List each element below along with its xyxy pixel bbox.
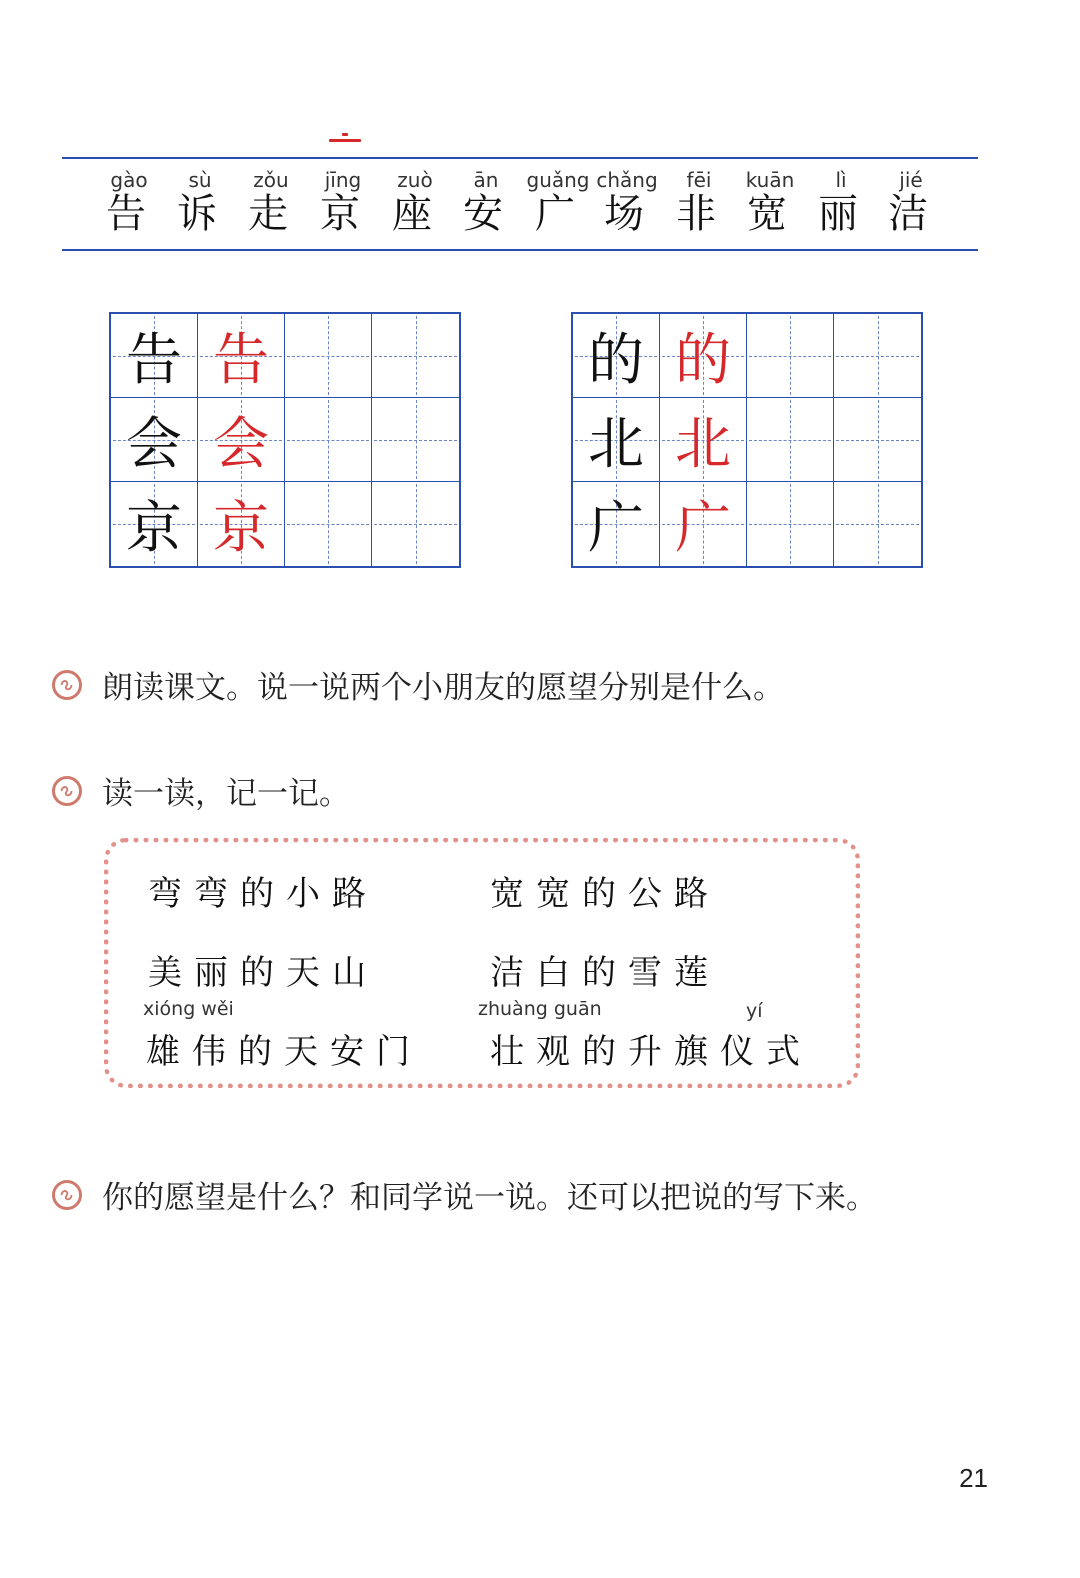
grid-cell-blank bbox=[372, 398, 459, 482]
model-char: 北 bbox=[588, 411, 644, 477]
phrase-pinyin: yí bbox=[746, 1000, 763, 1022]
grid-cell bbox=[198, 314, 285, 398]
phrase: 壮观的升旗仪式 bbox=[490, 1032, 812, 1072]
vocab-pinyin: fēi bbox=[686, 168, 712, 192]
vocab-pinyin: lì bbox=[835, 168, 847, 192]
grid-cell-blank bbox=[372, 482, 459, 566]
vocab-pinyin: ān bbox=[473, 168, 499, 192]
model-char: 告 bbox=[126, 327, 182, 393]
phrase: 洁白的雪莲 bbox=[490, 953, 720, 993]
vocab-hanzi: 座 bbox=[392, 191, 438, 237]
vocab-hanzi: 洁 bbox=[888, 191, 934, 237]
vocab-pinyin: zǒu bbox=[253, 168, 289, 192]
vocab-hanzi: 告 bbox=[106, 191, 152, 237]
exercise-badge-icon bbox=[52, 1180, 82, 1210]
grid-cell-blank bbox=[747, 398, 834, 482]
trace-char: 告 bbox=[213, 327, 269, 393]
phrase: 雄伟的天安门 bbox=[146, 1032, 422, 1072]
vocab-pinyin: guǎng bbox=[526, 168, 590, 192]
vocab-hanzi: 非 bbox=[676, 191, 722, 237]
trace-char: 京 bbox=[213, 496, 269, 561]
instruction-2 bbox=[52, 768, 350, 813]
model-char: 广 bbox=[588, 496, 644, 561]
writing-grid-left bbox=[109, 312, 461, 568]
trace-char: 北 bbox=[675, 411, 731, 477]
grid-cell-blank bbox=[834, 482, 921, 566]
vocab-pinyin: gào bbox=[110, 168, 148, 192]
grid-cell bbox=[573, 482, 660, 566]
grid-cell bbox=[660, 314, 747, 398]
vocab-pinyin: jié bbox=[899, 168, 923, 192]
model-char: 京 bbox=[126, 496, 182, 561]
vocab-hanzi: 安 bbox=[463, 191, 509, 237]
instruction-text: 朗读课文。说一说两个小朋友的愿望分别是什么。 bbox=[102, 670, 784, 706]
instruction-text: 读一读，记一记。 bbox=[102, 776, 350, 812]
grid-cell-blank bbox=[834, 398, 921, 482]
exercise-badge-icon bbox=[52, 776, 82, 806]
grid-cell bbox=[573, 314, 660, 398]
phrase: 宽宽的公路 bbox=[490, 874, 720, 914]
vocab-pinyin: chǎng bbox=[596, 168, 658, 192]
vocab-item bbox=[866, 168, 956, 236]
grid-cell bbox=[660, 482, 747, 566]
vocab-pinyin: jīng bbox=[324, 168, 362, 192]
lesson-number-mark bbox=[329, 133, 361, 143]
vocab-top-rule bbox=[62, 157, 978, 159]
instruction-1 bbox=[52, 662, 784, 707]
grid-cell-blank bbox=[747, 314, 834, 398]
instruction-3 bbox=[52, 1172, 877, 1217]
trace-char: 的 bbox=[675, 327, 731, 393]
phrase: 美丽的天山 bbox=[148, 953, 378, 993]
trace-char: 广 bbox=[675, 496, 731, 561]
model-char: 会 bbox=[126, 411, 182, 477]
grid-cell bbox=[660, 398, 747, 482]
vocab-hanzi: 场 bbox=[604, 191, 650, 237]
vocab-hanzi: 宽 bbox=[747, 191, 793, 237]
grid-cell-blank bbox=[285, 482, 372, 566]
grid-cell-blank bbox=[285, 398, 372, 482]
grid-cell-blank bbox=[372, 314, 459, 398]
grid-cell bbox=[573, 398, 660, 482]
grid-cell bbox=[198, 398, 285, 482]
vocab-hanzi: 广 bbox=[535, 191, 581, 237]
trace-char: 会 bbox=[213, 411, 269, 477]
vocab-bottom-rule bbox=[62, 249, 978, 251]
grid-cell bbox=[198, 482, 285, 566]
exercise-badge-icon bbox=[52, 670, 82, 700]
instruction-text: 你的愿望是什么？和同学说一说。还可以把说的写下来。 bbox=[102, 1180, 877, 1216]
vocab-hanzi: 丽 bbox=[818, 191, 864, 237]
grid-cell-blank bbox=[834, 314, 921, 398]
grid-cell bbox=[111, 398, 198, 482]
vocab-pinyin: sù bbox=[188, 168, 212, 192]
vocab-pinyin: zuò bbox=[397, 168, 433, 192]
model-char: 的 bbox=[588, 327, 644, 393]
vocab-pinyin: kuān bbox=[745, 168, 795, 192]
grid-cell bbox=[111, 482, 198, 566]
grid-cell-blank bbox=[747, 482, 834, 566]
writing-grid-right bbox=[571, 312, 923, 568]
phrase: 弯弯的小路 bbox=[148, 874, 378, 914]
phrase-pinyin: xióng wěi bbox=[143, 998, 234, 1020]
vocab-hanzi: 诉 bbox=[177, 191, 223, 237]
grid-cell-blank bbox=[285, 314, 372, 398]
vocab-hanzi: 京 bbox=[320, 191, 366, 237]
page-number: 21 bbox=[959, 1463, 988, 1493]
grid-cell bbox=[111, 314, 198, 398]
vocab-hanzi: 走 bbox=[248, 191, 294, 237]
phrase-pinyin: zhuàng guān bbox=[478, 998, 602, 1020]
